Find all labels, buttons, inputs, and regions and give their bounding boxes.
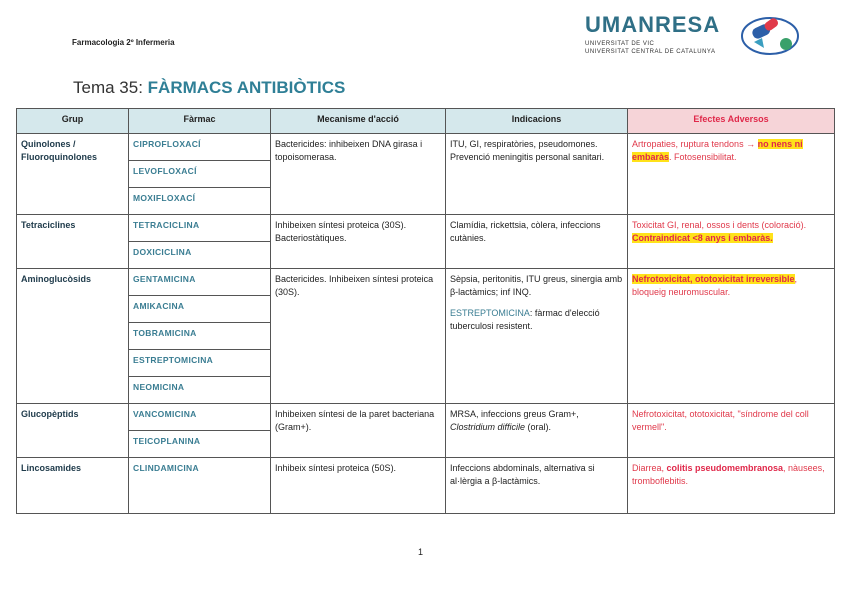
col-header-drug: Fàrmac — [129, 109, 271, 134]
mechanism-cell: Bactericides: inhibeixen DNA girasa i topoisomerasa. — [271, 134, 446, 215]
drug-cell: CIPROFLOXACÍ — [129, 134, 271, 161]
mechanism-cell: Bactericides. Inhibeixen síntesi proteica (30S). — [271, 269, 446, 404]
indications-cell: MRSA, infeccions greus Gram+, Clostridium difficile (oral). — [446, 404, 628, 458]
group-cell: Lincosamides — [17, 458, 129, 514]
table-row — [17, 269, 835, 296]
adverse-effects-cell: Toxicitat GI, renal, ossos i dents (coloració). Contraindicat <8 anys i embaràs. — [628, 215, 835, 269]
pills-icon — [740, 14, 804, 58]
drug-cell: TEICOPLANINA — [129, 431, 271, 458]
indications-cell: Infeccions abdominals, alternativa si al·lèrgia a β-lactàmics. — [446, 458, 628, 514]
table-header-row — [17, 109, 835, 134]
antibiotics-table — [16, 108, 835, 514]
table-row — [17, 134, 835, 161]
group-cell: Tetraciclines — [17, 215, 129, 269]
drug-cell: NEOMICINA — [129, 377, 271, 404]
indications-cell: Sèpsia, peritonitis, ITU greus, sinergia amb β-lactàmics; inf INQ. ESTREPTOMICINA: fàrmac d'elecció tuberculosi resistent. — [446, 269, 628, 404]
university-logo — [585, 12, 815, 62]
group-cell: Glucopèptids — [17, 404, 129, 458]
adverse-effects-cell: Artropaties, ruptura tendons → no nens ni embaràs. Fotosensibilitat. — [628, 134, 835, 215]
adverse-effects-cell: Nefrotoxicitat, ototoxicitat, "síndrome del coll vermell". — [628, 404, 835, 458]
col-header-group: Grup — [17, 109, 129, 134]
logo-line-2: UNIVERSITAT CENTRAL DE CATALUNYA — [585, 49, 716, 55]
col-header-indications: Indicacions — [446, 109, 628, 134]
group-cell: Quinolones / Fluoroquinolones — [17, 134, 129, 215]
drug-cell: CLINDAMICINA — [129, 458, 271, 514]
drug-cell: MOXIFLOXACÍ — [129, 188, 271, 215]
col-header-mechanism: Mecanisme d'acció — [271, 109, 446, 134]
drug-cell: VANCOMICINA — [129, 404, 271, 431]
adverse-effects-cell: Diarrea, colitis pseudomembranosa, nàusees, tromboflebitis. — [628, 458, 835, 514]
col-header-adverse-effects: Efectes Adversos — [628, 109, 835, 134]
mechanism-cell: Inhibeixen síntesi de la paret bacteriana (Gram+). — [271, 404, 446, 458]
drug-cell: TOBRAMICINA — [129, 323, 271, 350]
indications-cell: ITU, GI, respiratòries, pseudomones. Prevenció meningitis personal sanitari. — [446, 134, 628, 215]
drug-cell: GENTAMICINA — [129, 269, 271, 296]
table-row — [17, 215, 835, 242]
mechanism-cell: Inhibeix síntesi proteica (50S). — [271, 458, 446, 514]
drug-cell: LEVOFLOXACÍ — [129, 161, 271, 188]
adverse-effects-cell: Nefrotoxicitat, ototoxicitat irreversible, bloqueig neuromuscular. — [628, 269, 835, 404]
group-cell: Aminoglucòsids — [17, 269, 129, 404]
table-row — [17, 404, 835, 431]
page-number: 1 — [418, 547, 424, 557]
drug-cell: ESTREPTOMICINA — [129, 350, 271, 377]
drug-cell: AMIKACINA — [129, 296, 271, 323]
logo-line-1: UNIVERSITAT DE VIC — [585, 41, 655, 47]
table-row — [17, 458, 835, 514]
course-label: Farmacologia 2º Infermeria — [72, 38, 175, 47]
indications-cell: Clamídia, rickettsia, còlera, infeccions cutànies. — [446, 215, 628, 269]
logo-name: UMANRESA — [585, 12, 721, 37]
drug-cell: DOXICICLINA — [129, 242, 271, 269]
drug-cell: TETRACICLINA — [129, 215, 271, 242]
page-title: Tema 35: FÀRMACS ANTIBIÒTICS — [73, 78, 346, 97]
mechanism-cell: Inhibeixen síntesi proteica (30S). Bacteriostàtiques. — [271, 215, 446, 269]
page-title-main: FÀRMACS ANTIBIÒTICS — [147, 78, 346, 97]
